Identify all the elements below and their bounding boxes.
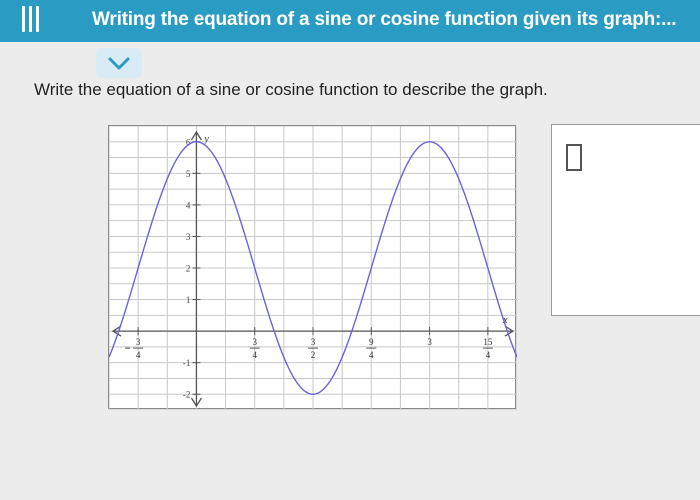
x-tick-denominator: 4: [252, 350, 257, 361]
x-tick-denominator: 4: [135, 350, 141, 361]
y-tick-label: 2: [185, 263, 191, 274]
collapse-button[interactable]: [96, 48, 142, 78]
x-tick-denominator: 4: [369, 350, 374, 361]
x-tick-label: 3: [427, 337, 432, 348]
y-tick-label: 4: [185, 200, 191, 211]
x-tick-numerator: 15: [483, 337, 493, 348]
chevron-down-icon: [107, 54, 131, 72]
y-tick-label: 6: [185, 137, 191, 148]
question-text: Write the equation of a sine or cosine function to describe the graph.: [34, 80, 548, 99]
answer-input[interactable]: [566, 144, 582, 171]
sine-graph: [109, 126, 517, 410]
y-tick-label: -1: [182, 358, 191, 369]
y-tick-label: 5: [185, 168, 191, 179]
y-tick-label: -2: [182, 389, 191, 400]
x-tick-numerator: 3: [310, 337, 316, 348]
answer-panel: [551, 124, 700, 316]
y-tick-label: 1: [185, 295, 191, 306]
x-tick-denominator: 4: [485, 350, 491, 361]
y-axis-label: y: [204, 134, 209, 145]
hamburger-menu-icon[interactable]: [22, 6, 40, 32]
x-tick-numerator: 3: [252, 337, 257, 348]
x-tick-numerator: 9: [369, 337, 374, 348]
graph-frame: [108, 125, 516, 409]
app-header: [0, 0, 700, 42]
y-tick-label: 3: [185, 231, 191, 242]
x-tick-numerator: 3: [135, 337, 141, 348]
x-axis-label: x: [503, 315, 508, 327]
page-title: Writing the equation of a sine or cosine function given its graph:...: [92, 9, 677, 30]
x-tick-denominator: 2: [310, 350, 316, 361]
